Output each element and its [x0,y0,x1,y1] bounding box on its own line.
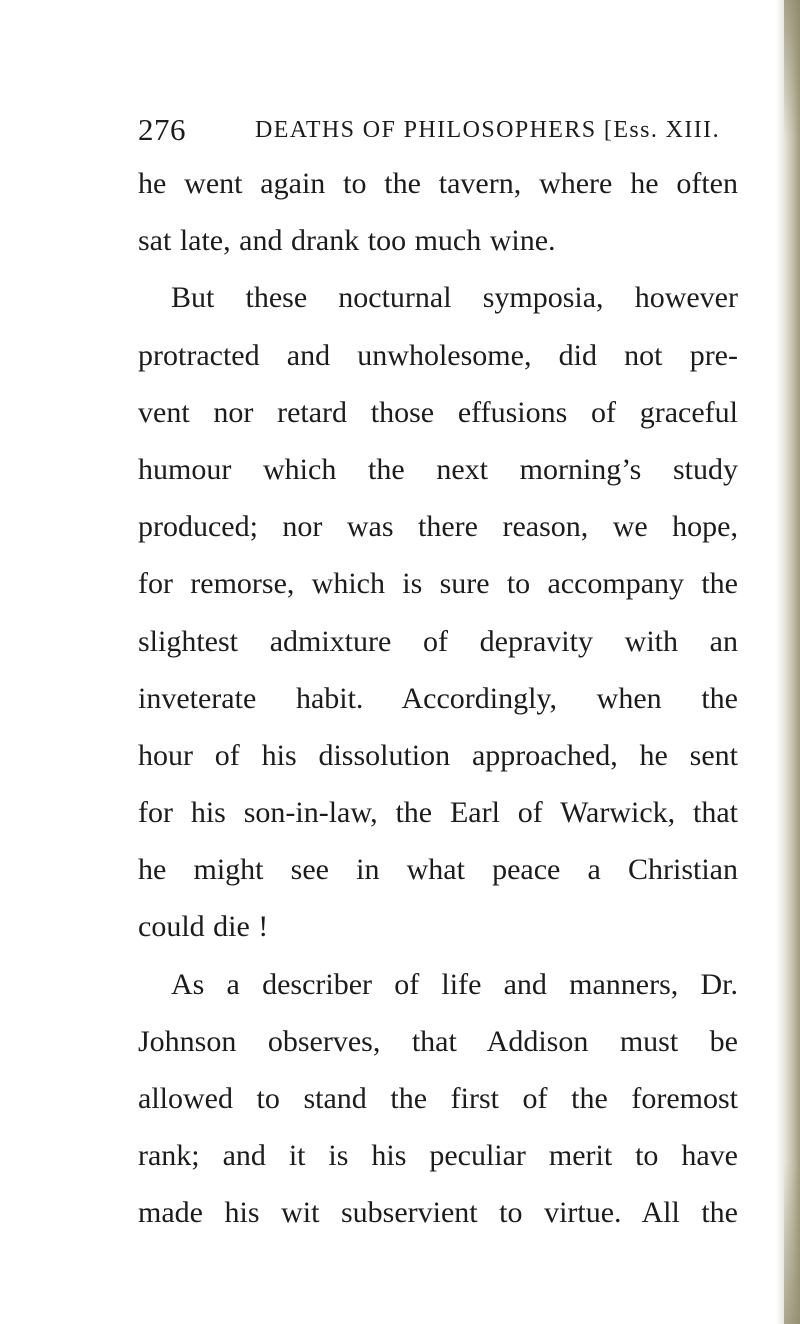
text-line: he might see in what peace a Christian [138,853,738,887]
text-line: humour which the next morning’s study [138,452,738,486]
text-line: allowed to stand the first of the foremost [138,1082,738,1115]
text-line: As a describer of life and manners, Dr. [171,967,738,1001]
page-edge-bottom-shade [784,1164,800,1324]
page-edge-top-shade [784,0,800,140]
text-line: inveterate habit. Accordingly, when the [138,681,738,715]
text-line: protracted and unwholesome, did not pre- [138,338,738,372]
text-line: he went again to the tavern, where he often [138,167,738,200]
page-header [138,112,738,148]
page-edge-shadow [776,0,800,1324]
text-line: slightest admixture of depravity with an [138,624,738,658]
text-line: could die ! [138,910,269,944]
text-line: produced; nor was there reason, we hope, [138,510,738,544]
text-line: Johnson observes, that Addison must be [138,1024,738,1058]
text-line: for remorse, which is sure to accompany the [138,567,738,601]
text-line: sat late, and drank too much wine. [138,224,556,258]
text-line: But these nocturnal symposia, however [171,281,738,315]
body-text [138,155,738,1242]
text-line: for his son-in-law, the Earl of Warwick, that [138,796,738,830]
page-number: 276 [138,112,186,147]
text-line: made his wit subservient to virtue. All the [138,1196,738,1230]
running-title: DEATHS OF PHILOSOPHERS [Ess. XIII. [255,117,720,143]
text-line: vent nor retard those effusions of graceful [138,395,738,429]
text-line: rank; and it is his peculiar merit to have [138,1139,738,1173]
text-line: hour of his dissolution approached, he sent [138,738,738,772]
